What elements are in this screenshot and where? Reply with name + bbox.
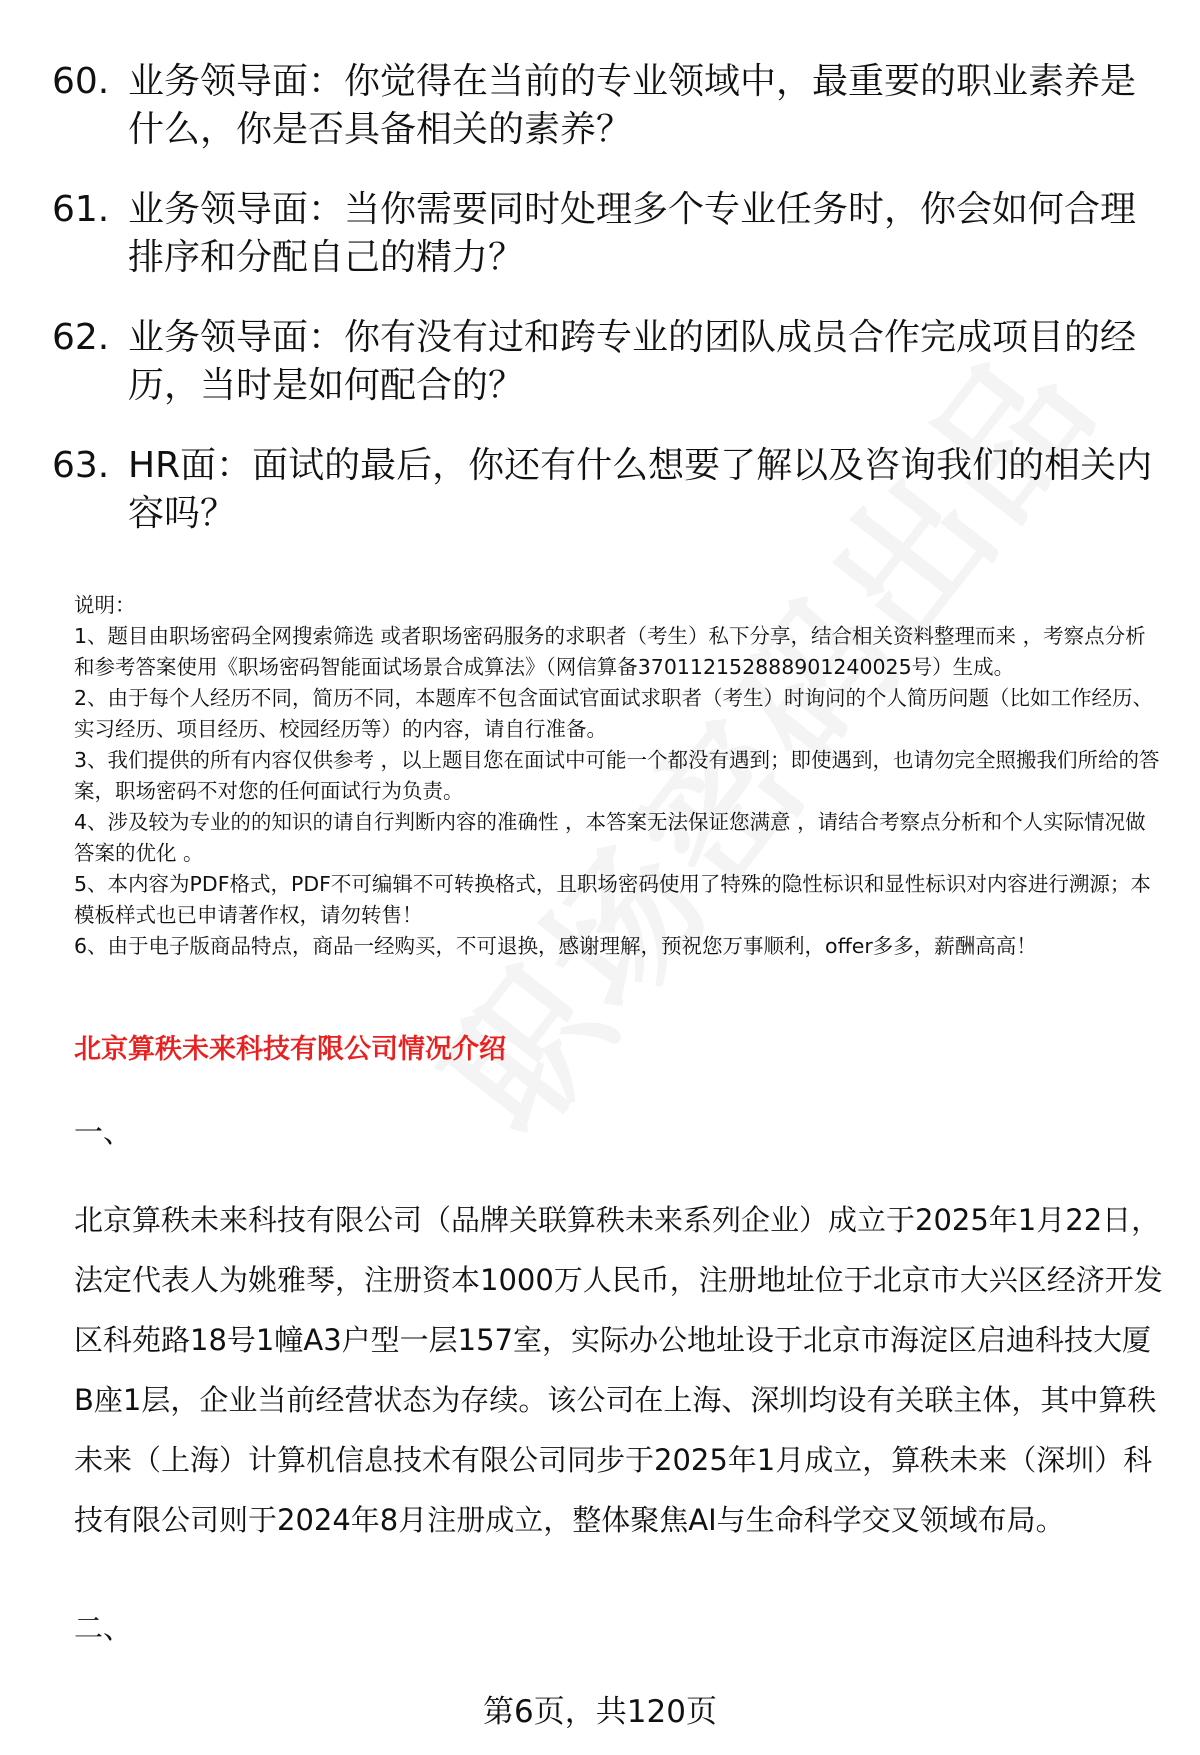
question-number: 61. bbox=[52, 189, 110, 230]
note-item: 6、由于电子版商品特点，商品一经购买，不可退换，感谢理解，预祝您万事顺利，offer多多，薪酬高高！ bbox=[74, 934, 1037, 958]
question-list bbox=[52, 58, 1162, 570]
note-item: 3、我们提供的所有内容仅供参考 ，以上题目您在面试中可能一个都没有遇到；即使遇到，也请勿完全照搬我们所给的答案，职场密码不对您的任何面试行为负责。 bbox=[74, 748, 1160, 803]
question-item bbox=[52, 58, 1162, 154]
note-item: 5、本内容为PDF格式，PDF不可编辑不可转换格式，且职场密码使用了特殊的隐性标识和显性标识对内容进行溯源；本模板样式也已申请著作权，请勿转售！ bbox=[74, 872, 1151, 927]
question-item bbox=[52, 442, 1162, 538]
question-item bbox=[52, 314, 1162, 410]
company-intro-paragraph: 北京算秩未来科技有限公司（品牌关联算秩未来系列企业）成立于2025年1月22日，法定代表人为姚雅琴，注册资本1000万人民币，注册地址位于北京市大兴区经济开发区科苑路18号1幢A3户型一层157室，实际办公地址设于北京市海淀区启迪科技大厦B座1层，企业当前经营状态为存续。该公司在上海、深圳均设有关联主体，其中算秩未来（上海）计算机信息技术有限公司同步于2025年1月成立，算秩未来（深圳）科技有限公司则于2024年8月注册成立，整体聚焦AI与生命科学交叉领域布局。 bbox=[74, 1203, 1163, 1537]
notes-section bbox=[74, 590, 1164, 962]
section-heading-1: 一、 bbox=[74, 1115, 133, 1149]
question-text: 业务领导面：当你需要同时处理多个专业任务时，你会如何合理排序和分配自己的精力？ bbox=[128, 189, 1137, 278]
question-number: 63. bbox=[52, 445, 110, 486]
question-text: 业务领导面：你有没有过和跨专业的团队成员合作完成项目的经历，当时是如何配合的？ bbox=[128, 317, 1137, 406]
question-item bbox=[52, 186, 1162, 282]
section-heading-2: 二、 bbox=[74, 1611, 133, 1645]
note-item: 1、题目由职场密码全网搜索筛选 或者职场密码服务的求职者（考生）私下分享，结合相关资料整理而来 ，考察点分析和参考答案使用《职场密码智能面试场景合成算法》（网信算备370112152888901240025号）生成。 bbox=[74, 624, 1146, 679]
question-text: HR面：面试的最后，你还有什么想要了解以及咨询我们的相关内容吗？ bbox=[128, 445, 1153, 534]
note-item: 4、涉及较为专业的的知识的请自行判断内容的准确性 ，本答案无法保证您满意 ，请结合考察点分析和个人实际情况做答案的优化 。 bbox=[74, 810, 1146, 865]
company-section-title: 北京算秩未来科技有限公司情况介绍 bbox=[74, 1034, 506, 1065]
question-text: 业务领导面：你觉得在当前的专业领域中，最重要的职业素养是什么，你是否具备相关的素养？ bbox=[128, 61, 1137, 150]
question-number: 62. bbox=[52, 317, 110, 358]
page-number-footer: 第6页，共120页 bbox=[483, 1694, 717, 1730]
notes-heading: 说明： bbox=[74, 593, 136, 617]
note-item: 2、由于每个人经历不同，简历不同，本题库不包含面试官面试求职者（考生）时询问的个人简历问题（比如工作经历、实习经历、项目经历、校园经历等）的内容，请自行准备。 bbox=[74, 686, 1154, 741]
question-number: 60. bbox=[52, 61, 110, 102]
